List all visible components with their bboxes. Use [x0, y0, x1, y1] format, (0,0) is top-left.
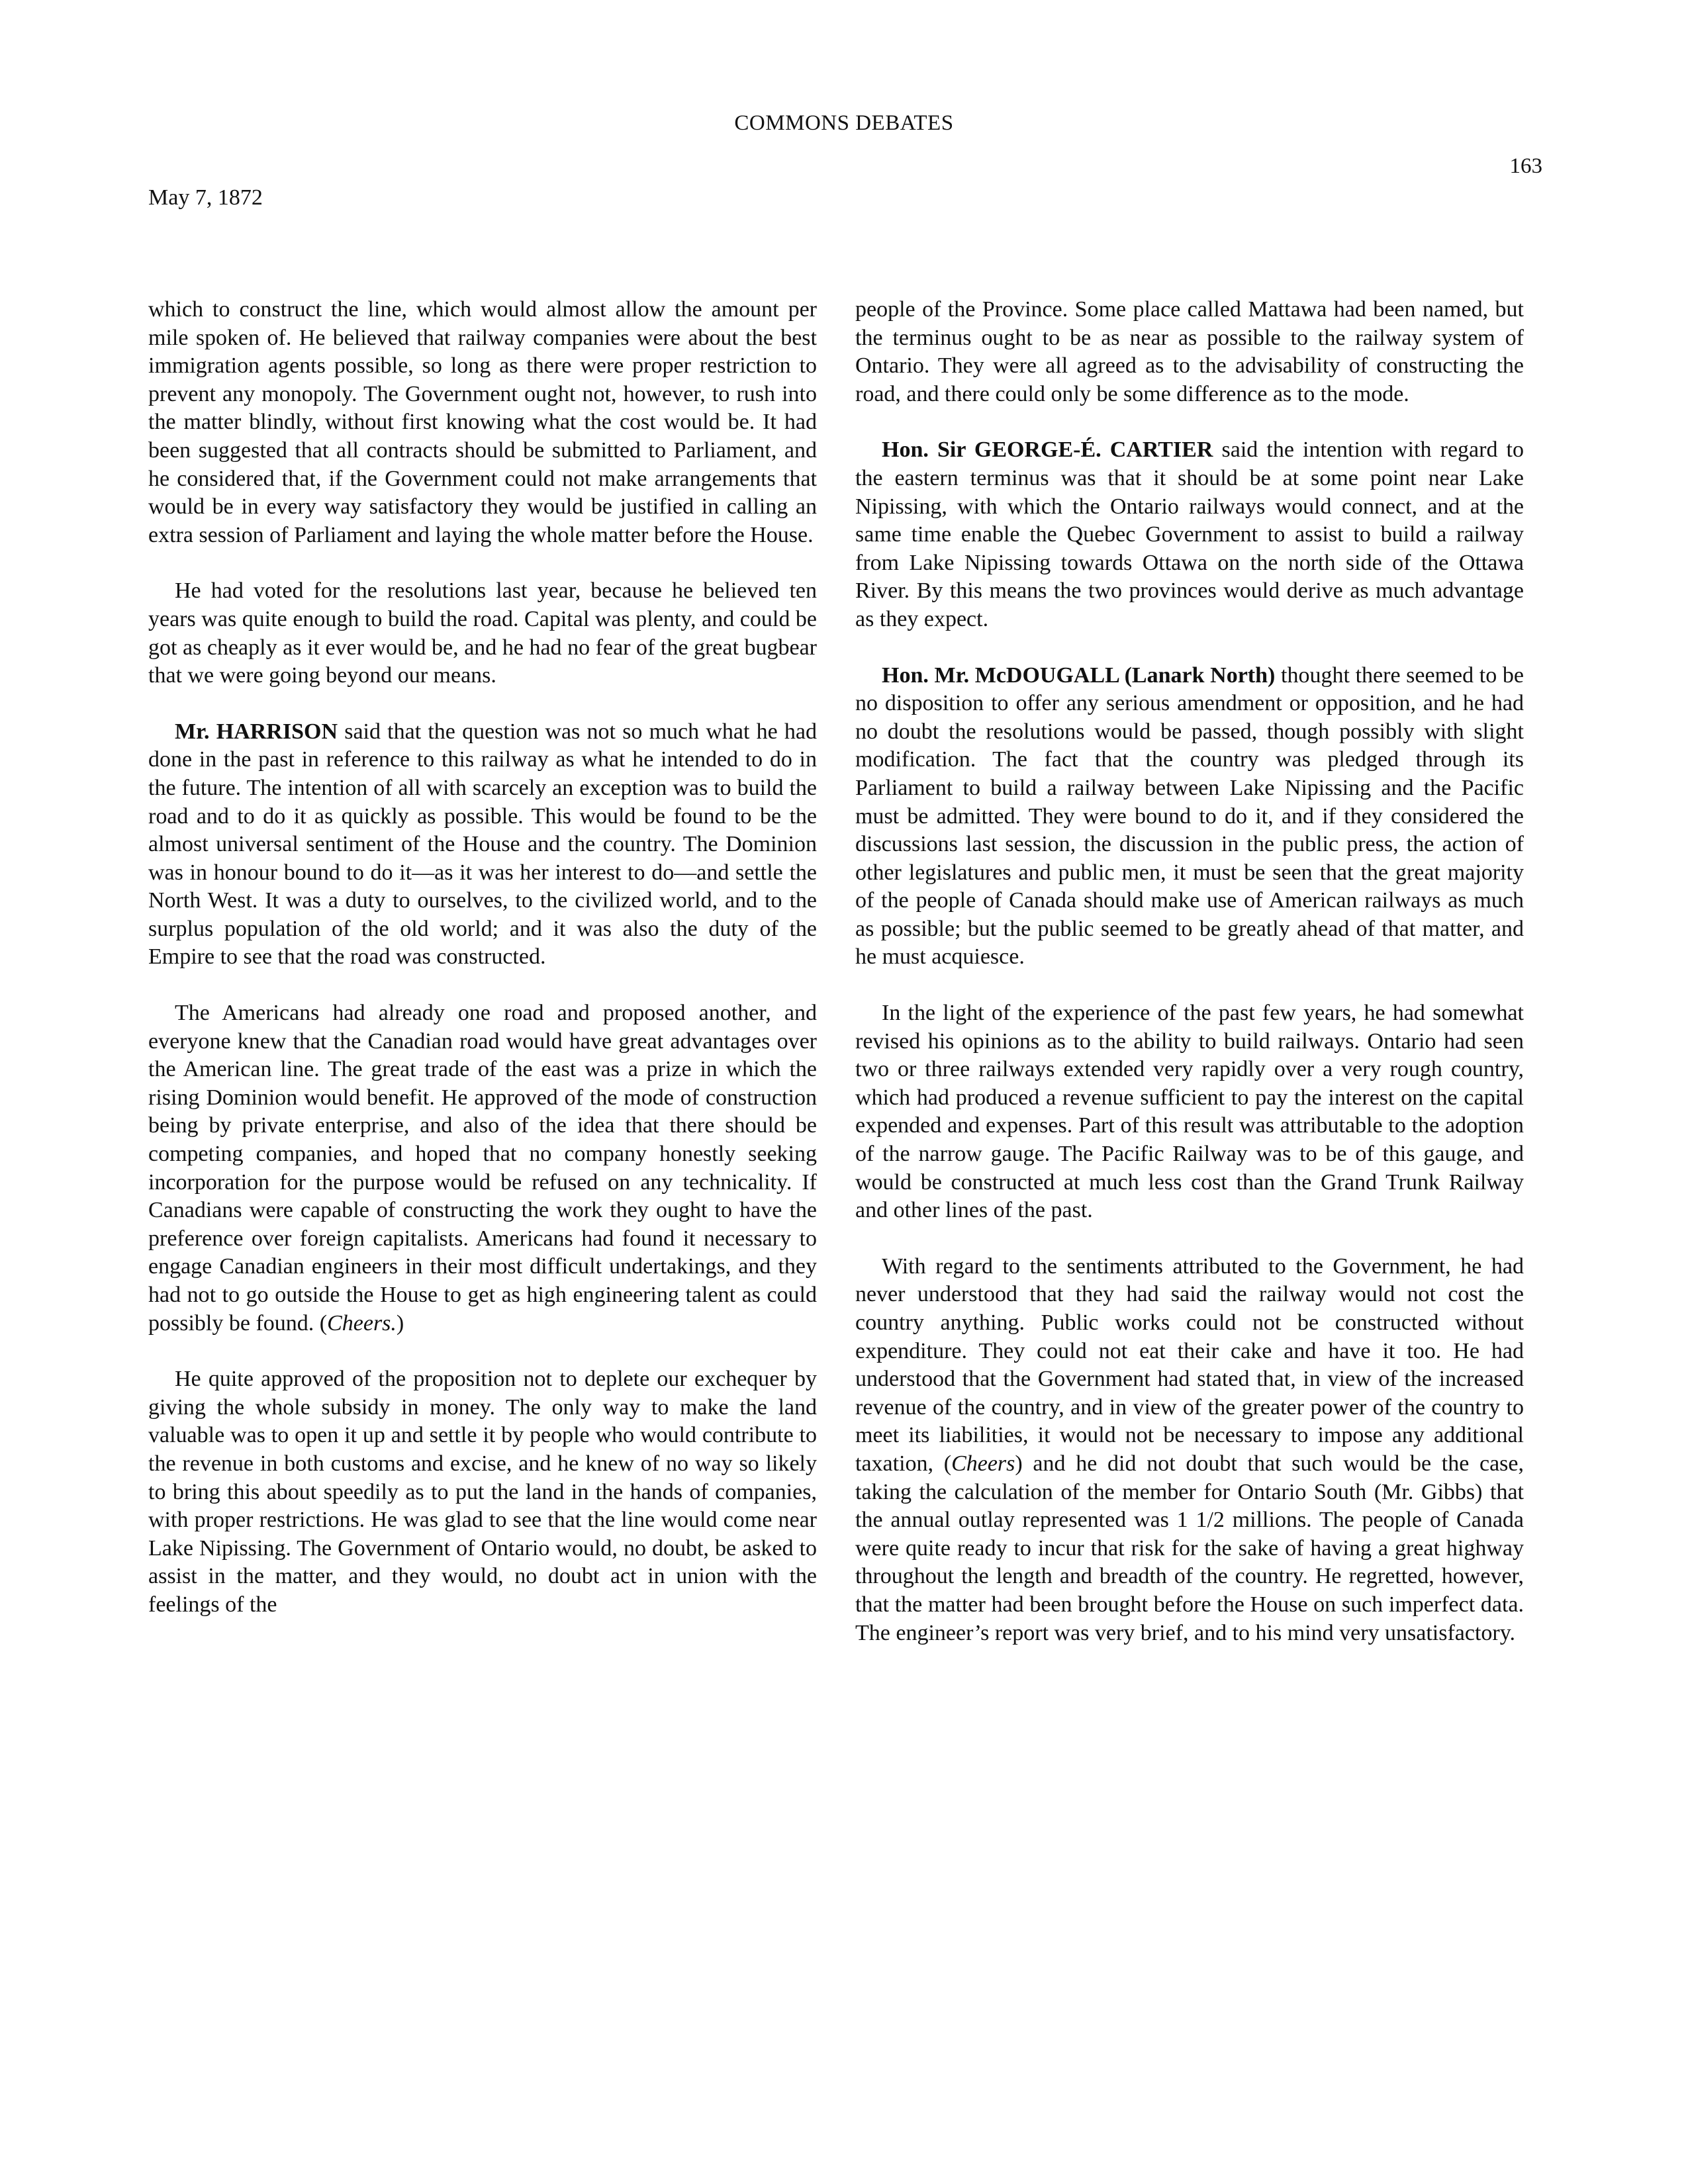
paragraph-text: He had voted for the resolutions last year, because he believed ten years was quite enough to build the road. Capital was plenty, and could be got as cheaply as it ever would be, and he had no fear of the great bugbear that we were going beyond our means. [148, 578, 817, 688]
paragraph-text: thought there seemed to be no disposition to offer any serious amendment or opposition, and he had no doubt the resolutions would be passed, though possibly with slight modification. The fact that the country was pledged through its Parliament to build a railway between Lake Nipissing and the Pacific must be admitted. They were bound to do it, and if they considered the discussions last session, the discussion in the public press, the action of other legislatures and public men, it must be seen that the great majority of the people of Canada should make use of American railways as much as possible; but the public seemed to be greatly ahead of that matter, and he must acquiesce. [855, 662, 1524, 970]
paragraph [855, 999, 1524, 1225]
paragraph-text: In the light of the experience of the past few years, he had somewhat revised his opinions as to the ability to build railways. Ontario had seen two or three railways extended very rapidly over a very rough country, which had produced a revenue sufficient to pay the interest on the capital expended and expenses. Part of this result was attributable to the adoption of the narrow gauge. The Pacific Railway was to be of this gauge, and would be constructed at much less cost than the Grand Trunk Railway and other lines of the past. [855, 1001, 1524, 1223]
debate-date: May 7, 1872 [148, 185, 263, 210]
paragraph-text: people of the Province. Some place called Mattawa had been named, but the terminus ought to be as near as possible to the railway system of Ontario. They were all agreed as to the advisability of constructing the road, and there could only be some difference as to the mode. [855, 297, 1524, 406]
paragraph-text: With regard to the sentiments attributed to the Government, he had never understood that they had said the railway would not cost the country anything. Public works could not be constructed without expenditure. They could not eat their cake and have it too. He had understood that the Government had stated that, in view of the increased revenue of the country, and in view of the greater power of the country to meet its liabilities, it would not be necessary to impose any additional taxation, ( [855, 1253, 1524, 1476]
speaker-name: Hon. Sir GEORGE-É. CARTIER [882, 437, 1213, 463]
paragraph-text: which to construct the line, which would almost allow the amount per mile spoken of. He believed that railway companies were about the best immigration agents possible, so long as there were proper restriction to prevent any monopoly. The Government ought not, however, to rush into the matter blindly, without first knowing what the cost would be. It had been suggested that all contracts should be submitted to Parliament, and he considered that, if the Government could not make arrangements that would be in every way satisfactory they would be justified in calling an extra session of Parliament and laying the whole matter before the House. [148, 297, 817, 547]
paragraph-text: said that the question was not so much what he had done in the past in reference to this railway as what he intended to do in the future. The intention of all with scarcely an exception was to build the road and to do it as quickly as possible. This would be found to be the almost universal sentiment of the House and the country. The Dominion was in honour bound to do it—as it was her interest to do—and settle the North West. It was a duty to ourselves, to the civilized world, and to the surplus population of the old world; and it was also the duty of the Empire to see that the road was constructed. [148, 719, 818, 970]
paragraph [148, 296, 817, 549]
paragraph-text: said the intention with regard to the eastern terminus was that it should be at some point near Lake Nipissing, with which the Ontario railways would connect, and at the same time enable the Quebec Government to assist to build a railway from Lake Nipissing towards Ottawa on the north side of the Ottawa River. By this means the two provinces would derive as much advantage as they expect. [855, 437, 1524, 631]
running-head: COMMONS DEBATES [734, 111, 954, 135]
page-number: 163 [1509, 154, 1542, 178]
paragraph [855, 662, 1524, 972]
paragraph-text: ) and he did not doubt that such would be the case, taking the calculation of the member for Ontario South (Mr. Gibbs) that the annual outlay represented was 1 1/2 millions. The people of Canada were quite ready to incur that risk for the sake of having a great highway throughout the length and breadth of the country. He regretted, however, that the matter had been brought before the House on such imperfect data. The engineer’s report was very brief, and to his mind very unsatisfactory. [855, 1451, 1524, 1645]
interjection-text: Cheers [951, 1451, 1015, 1476]
left-column [148, 296, 817, 1647]
paragraph [855, 436, 1524, 633]
paragraph [148, 1365, 817, 1619]
paragraph-text: He quite approved of the proposition not to deplete our exchequer by giving the whole subsidy in money. The only way to make the land valuable was to open it up and settle it by people who would contribute to the revenue in both customs and excise, and he knew of no way so likely to bring this about speedily as to put the land in the hands of companies, with proper restrictions. He was glad to see that the line would come near Lake Nipissing. The Government of Ontario would, no doubt, be asked to assist in the matter, and they would, no doubt act in union with the feelings of the [148, 1367, 817, 1617]
paragraph-text: ) [396, 1310, 404, 1336]
paragraph [855, 1253, 1524, 1647]
paragraph [148, 999, 817, 1338]
paragraph-text: The Americans had already one road and proposed another, and everyone knew that the Canadian road would have great advantages over the American line. The great trade of the east was a prize in which the rising Dominion would benefit. He approved of the mode of construction being by private enterprise, and also of the idea that there should be competing companies, and hoped that no company honestly seeking incorporation for the purpose would be refused on any technicality. If Canadians were capable of constructing the work they ought to have the preference over foreign capitalists. Americans had found it necessary to engage Canadian engineers in their most difficult undertakings, and they had not to go outside the House to get as high engineering talent as could possibly be found. ( [148, 1001, 817, 1336]
right-column [855, 296, 1524, 1675]
paragraph [148, 718, 817, 972]
speaker-name: Mr. HARRISON [175, 719, 338, 744]
speaker-name: Hon. Mr. McDOUGALL (Lanark North) [882, 662, 1276, 688]
paragraph [148, 577, 817, 690]
paragraph [855, 296, 1524, 408]
interjection-text: Cheers. [327, 1310, 397, 1336]
